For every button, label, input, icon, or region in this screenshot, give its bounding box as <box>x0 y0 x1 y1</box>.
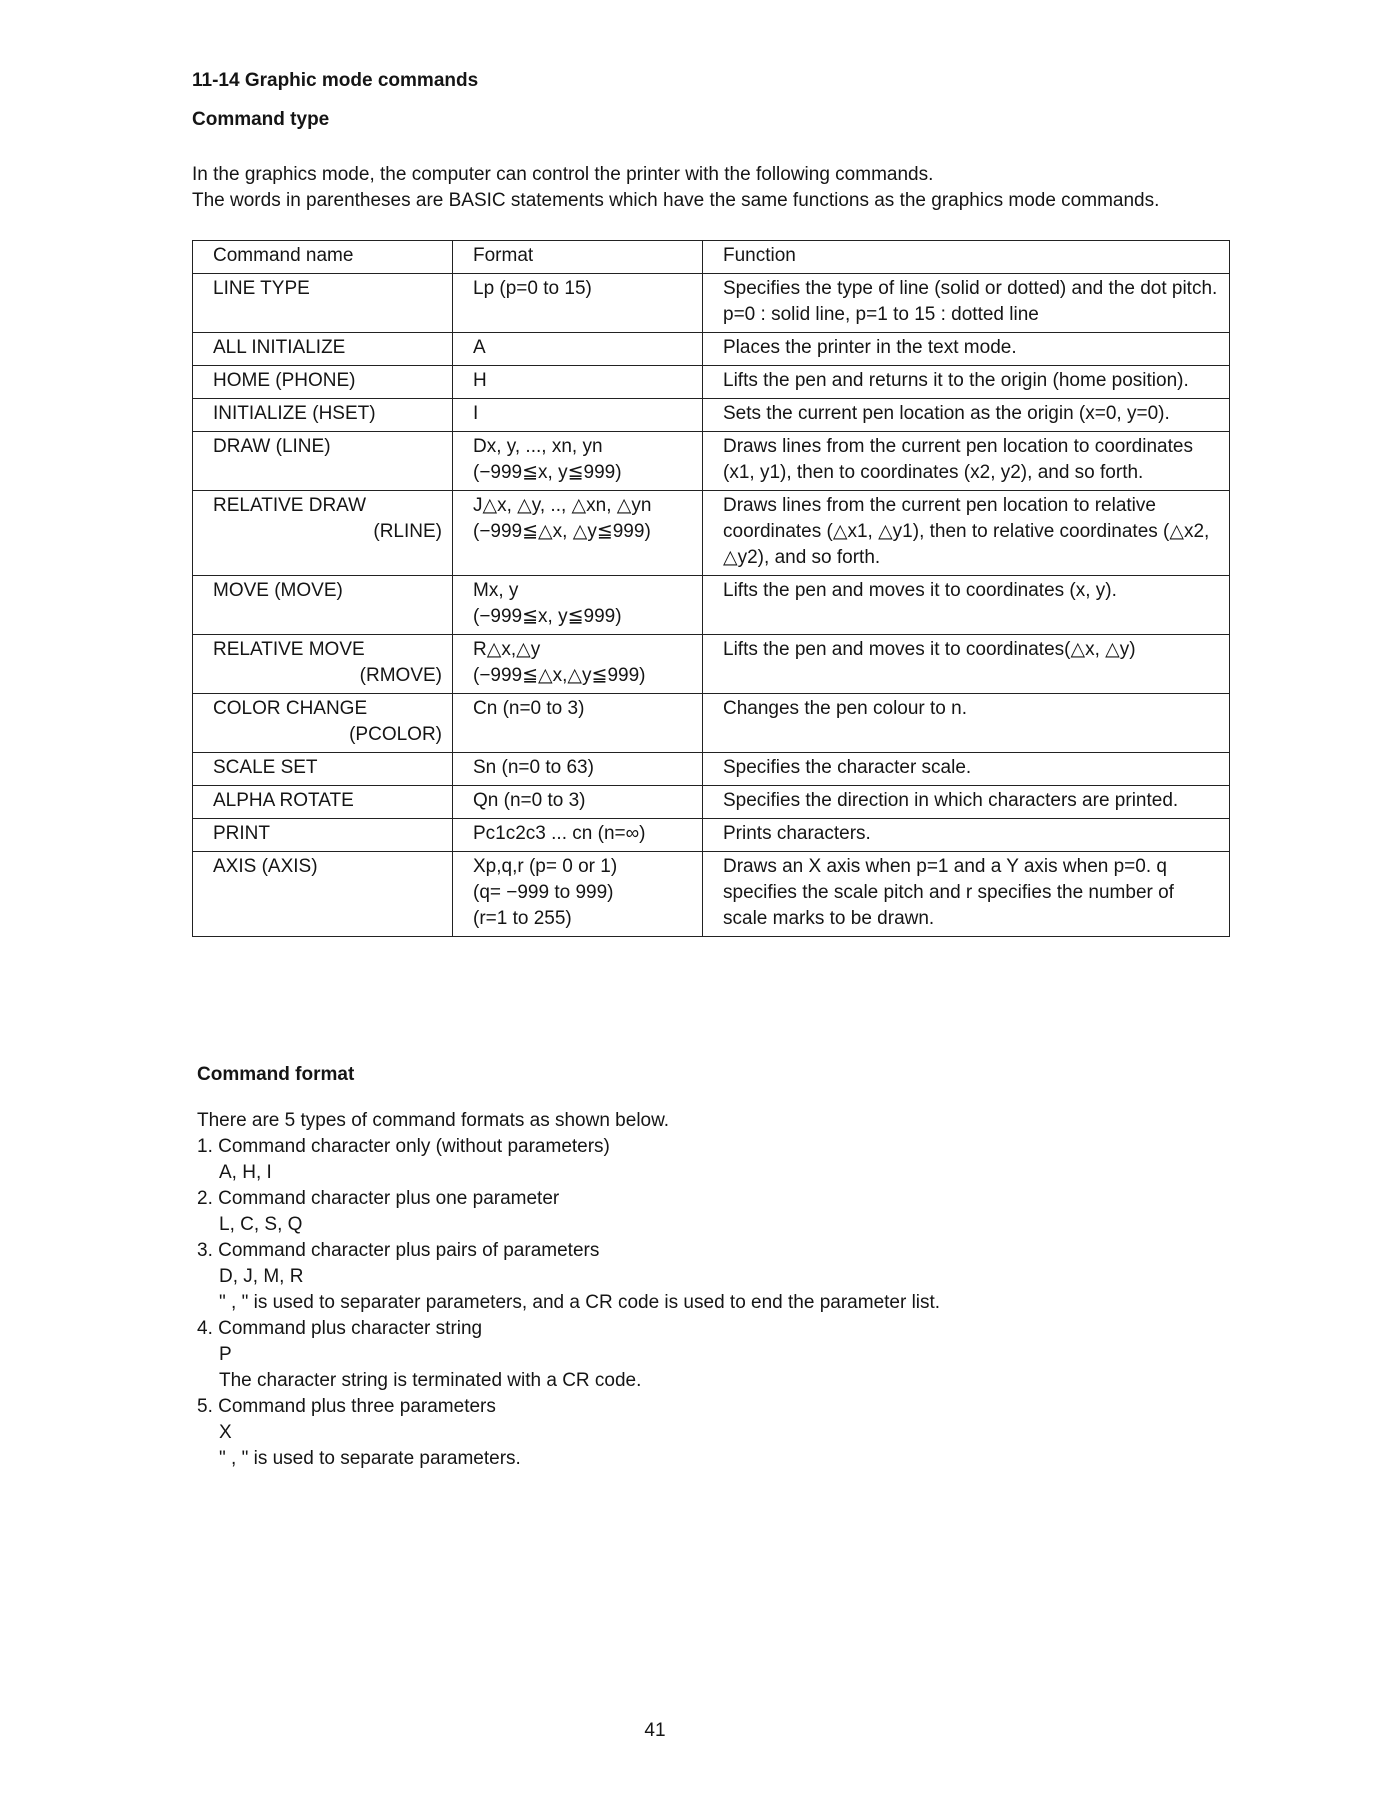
function-cell-line: Specifies the direction in which characters are printed. <box>723 790 1179 811</box>
format-cell-line: J△x, △y, .., △xn, △yn <box>473 495 652 516</box>
table-row <box>193 491 1230 576</box>
function-cell <box>703 274 1230 333</box>
command-name-cell <box>193 694 453 753</box>
table-header-row <box>193 241 1230 274</box>
table-row <box>193 366 1230 399</box>
command-name-cell-line: DRAW (LINE) <box>213 436 331 457</box>
command-name-cell-line: PRINT <box>213 823 270 844</box>
format-item <box>197 1238 1197 1316</box>
function-cell-line: Changes the pen colour to n. <box>723 698 968 719</box>
format-item-line: The character string is terminated with a CR code. <box>219 1370 642 1391</box>
function-cell-line: Specifies the character scale. <box>723 757 972 778</box>
format-cell-line: Dx, y, ..., xn, yn <box>473 436 603 457</box>
command-name-cell-line: MOVE (MOVE) <box>213 580 343 601</box>
format-cell-line: Cn (n=0 to 3) <box>473 698 585 719</box>
format-cell <box>453 852 703 937</box>
function-cell <box>703 819 1230 852</box>
format-cell <box>453 786 703 819</box>
formats-lead: There are 5 types of command formats as shown below. <box>197 1110 670 1131</box>
format-cell-line: Lp (p=0 to 15) <box>473 278 592 299</box>
command-name-cell <box>193 491 453 576</box>
command-name-cell-line: AXIS (AXIS) <box>213 856 318 877</box>
function-cell <box>703 432 1230 491</box>
intro-paragraph <box>192 162 1252 214</box>
format-cell-line: I <box>473 403 479 424</box>
table-row <box>193 399 1230 432</box>
table-row <box>193 333 1230 366</box>
table-row <box>193 635 1230 694</box>
command-format-list <box>197 1108 1197 1472</box>
header-function: Function <box>703 241 1230 274</box>
format-cell <box>453 366 703 399</box>
format-cell-line: A <box>473 337 486 358</box>
command-name-cell-line: RELATIVE MOVE <box>213 639 365 660</box>
format-item-line: X <box>219 1422 232 1443</box>
format-cell-line: Qn (n=0 to 3) <box>473 790 586 811</box>
function-cell-line: Draws lines from the current pen location to coordinates (x1, y1), then to coordinates (x2, y2), and so forth. <box>723 436 1193 483</box>
command-name-cell-line: COLOR CHANGE <box>213 698 368 719</box>
formats-ordered-list <box>197 1134 1197 1472</box>
command-type-heading: Command type <box>192 109 330 130</box>
function-cell <box>703 852 1230 937</box>
command-name-cell <box>193 819 453 852</box>
table-row <box>193 274 1230 333</box>
table-row <box>193 819 1230 852</box>
function-cell-line: Lifts the pen and returns it to the origin (home position). <box>723 370 1189 391</box>
function-cell-line: Sets the current pen location as the origin (x=0, y=0). <box>723 403 1170 424</box>
command-name-cell-line: ALL INITIALIZE <box>213 337 346 358</box>
intro-line: The words in parentheses are BASIC statements which have the same functions as the graphics mode commands. <box>192 190 1160 211</box>
function-cell-line: Draws lines from the current pen location to relative coordinates (△x1, △y1), then to relative coordinates (△x2, △y2), and so forth. <box>723 495 1210 568</box>
function-cell <box>703 576 1230 635</box>
format-item-title: 2. Command character plus one parameter <box>197 1188 560 1209</box>
command-name-cell <box>193 432 453 491</box>
function-cell <box>703 399 1230 432</box>
command-name-cell <box>193 635 453 694</box>
format-item-line: P <box>219 1344 232 1365</box>
command-name-cell-line: (RMOVE) <box>359 665 442 686</box>
command-name-cell <box>193 399 453 432</box>
function-cell-line: Specifies the type of line (solid or dotted) and the dot pitch. <box>723 278 1218 299</box>
format-item <box>197 1134 1197 1186</box>
format-cell <box>453 274 703 333</box>
function-cell <box>703 786 1230 819</box>
format-item <box>197 1394 1197 1472</box>
table-row <box>193 852 1230 937</box>
format-cell-line: (r=1 to 255) <box>473 908 572 929</box>
function-cell-line: Prints characters. <box>723 823 871 844</box>
function-cell <box>703 366 1230 399</box>
format-item-line: A, H, I <box>219 1162 272 1183</box>
format-item-title: 3. Command character plus pairs of parameters <box>197 1240 600 1261</box>
function-cell-line: Places the printer in the text mode. <box>723 337 1017 358</box>
command-name-cell-line: LINE TYPE <box>213 278 310 299</box>
format-item <box>197 1316 1197 1394</box>
format-item-line: " , " is used to separater parameters, and a CR code is used to end the parameter list. <box>219 1292 941 1313</box>
function-cell <box>703 694 1230 753</box>
command-name-cell <box>193 786 453 819</box>
table-row <box>193 786 1230 819</box>
command-name-cell-line: INITIALIZE (HSET) <box>213 403 376 424</box>
command-name-cell <box>193 753 453 786</box>
command-name-cell-line: SCALE SET <box>213 757 318 778</box>
format-cell <box>453 491 703 576</box>
function-cell <box>703 491 1230 576</box>
format-cell-line: (−999≦△x,△y≦999) <box>473 665 646 686</box>
header-command-name: Command name <box>193 241 453 274</box>
format-cell-line: Sn (n=0 to 63) <box>473 757 594 778</box>
format-item-line: D, J, M, R <box>219 1266 304 1287</box>
format-item <box>197 1186 1197 1238</box>
command-format-heading: Command format <box>197 1064 355 1085</box>
format-cell-line: Pc1c2c3 ... cn (n=∞) <box>473 823 646 844</box>
command-table <box>192 240 1230 937</box>
format-cell-line: (−999≦x, y≦999) <box>473 462 622 483</box>
command-name-cell <box>193 274 453 333</box>
table-body <box>193 274 1230 937</box>
command-name-cell-line: (RLINE) <box>373 521 442 542</box>
format-cell <box>453 333 703 366</box>
function-cell-line: Draws an X axis when p=1 and a Y axis when p=0. q specifies the scale pitch and r specifies the number of scale marks to be drawn. <box>723 856 1174 929</box>
format-cell <box>453 399 703 432</box>
function-cell-line: Lifts the pen and moves it to coordinates (x, y). <box>723 580 1117 601</box>
format-cell <box>453 694 703 753</box>
table-row <box>193 753 1230 786</box>
command-name-cell <box>193 366 453 399</box>
command-name-cell <box>193 333 453 366</box>
format-cell <box>453 432 703 491</box>
format-item-title: 5. Command plus three parameters <box>197 1396 496 1417</box>
command-name-cell <box>193 852 453 937</box>
command-name-cell-line: RELATIVE DRAW <box>213 495 367 516</box>
format-item-title: 4. Command plus character string <box>197 1318 483 1339</box>
format-item-line: L, C, S, Q <box>219 1214 303 1235</box>
format-cell <box>453 576 703 635</box>
function-cell-line: Lifts the pen and moves it to coordinates(△x, △y) <box>723 639 1136 660</box>
format-cell-line: R△x,△y <box>473 639 541 660</box>
command-name-cell-line: (PCOLOR) <box>349 724 442 745</box>
page-number: 41 <box>644 1720 666 1741</box>
format-cell-line: Mx, y <box>473 580 519 601</box>
format-cell-line: H <box>473 370 487 391</box>
function-cell <box>703 635 1230 694</box>
format-cell-line: (−999≦x, y≦999) <box>473 606 622 627</box>
table-row <box>193 694 1230 753</box>
section-title: 11-14 Graphic mode commands <box>192 70 479 91</box>
function-cell <box>703 753 1230 786</box>
format-cell-line: Xp,q,r (p= 0 or 1) <box>473 856 618 877</box>
command-name-cell-line: HOME (PHONE) <box>213 370 356 391</box>
format-item-line: " , " is used to separate parameters. <box>219 1448 521 1469</box>
format-cell <box>453 635 703 694</box>
header-format: Format <box>453 241 703 274</box>
command-name-cell <box>193 576 453 635</box>
format-cell <box>453 819 703 852</box>
function-cell-line: p=0 : solid line, p=1 to 15 : dotted line <box>723 304 1039 325</box>
table-row <box>193 576 1230 635</box>
format-item-title: 1. Command character only (without parameters) <box>197 1136 610 1157</box>
format-cell-line: (q= −999 to 999) <box>473 882 614 903</box>
format-cell <box>453 753 703 786</box>
function-cell <box>703 333 1230 366</box>
format-cell-line: (−999≦△x, △y≦999) <box>473 521 651 542</box>
intro-line: In the graphics mode, the computer can control the printer with the following commands. <box>192 164 934 185</box>
command-name-cell-line: ALPHA ROTATE <box>213 790 354 811</box>
table-row <box>193 432 1230 491</box>
